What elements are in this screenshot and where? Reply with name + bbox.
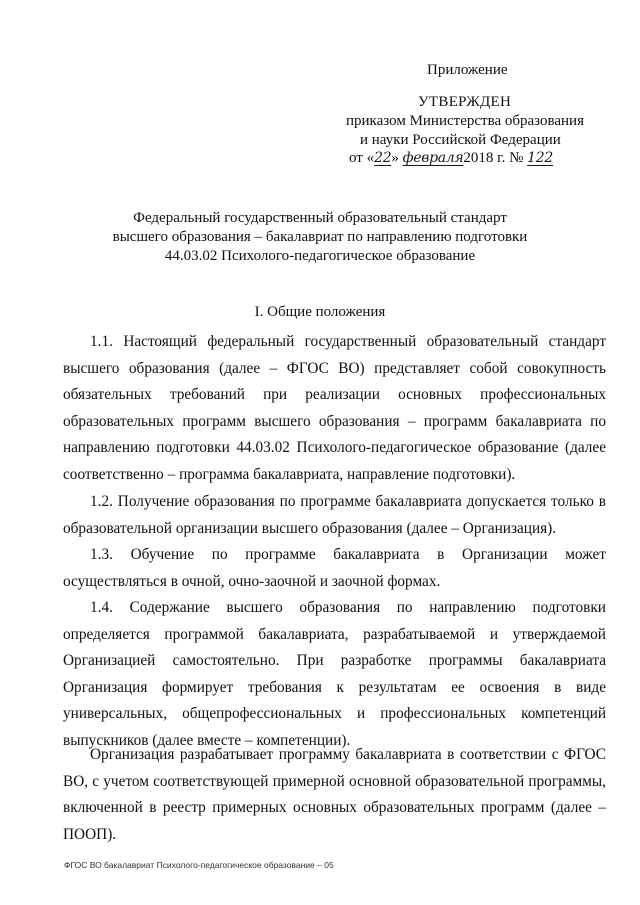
page-footer: ФГОС ВО бакалавриат Психолого-педагогическое образование – 05 (64, 860, 334, 870)
section-heading: I. Общие положения (254, 304, 386, 320)
date-prefix: от « (349, 150, 375, 166)
date-separator: » (391, 150, 399, 166)
handwritten-day: 22 (374, 150, 392, 166)
title-line2: высшего образования – бакалавриат по направлению подготовки (112, 229, 528, 245)
title-line3: 44.03.02 Психолого-педагогическое образование (164, 248, 476, 264)
order-date-line (349, 150, 553, 167)
approved-stamp-text: УТВЕРЖДЕН (418, 94, 512, 110)
paragraph-1-2: 1.2. Получение образования по программе бакалавриата допускается только в образовательной организации высшего образования (далее – Организация). (63, 493, 606, 537)
handwritten-order-number: 122 (527, 150, 553, 166)
appendix-label: Приложение (427, 62, 508, 78)
document-title (0, 209, 640, 266)
paragraph-1-3: 1.3. Обучение по программе бакалавриата в Организации может осуществляться в очной, очно-заочной и заочной формах. (63, 546, 606, 590)
paragraph-1-1: 1.1. Настоящий федеральный государственный образовательный стандарт высшего образования (далее – ФГОС ВО) представляет собой совокупность обязательных требований при реализации основных профессиональных образовательных программ высшего образования – программ бакалавриата по направлению подготовки 44.03.02 Психолого-педагогическое образование (далее соответственно – программа бакалавриата, направление подготовки). (63, 333, 606, 483)
paragraph-1-4: 1.4. Содержание высшего образования по направлению подготовки определяется программой бакалавриата, разрабатываемой и утверждаемой Организацией самостоятельно. При разработке программы бакалавриата Организация формирует требования к результатам ее освоения в виде универсальных, общепрофессиональных и профессиональных компетенций выпускников (далее вместе – компетенции). (63, 599, 606, 749)
order-issuer-line2: и науки Российской Федерации (360, 132, 561, 148)
order-issuer-line1: приказом Министерства образования (346, 113, 584, 129)
title-line1: Федеральный государственный образовательный стандарт (133, 210, 507, 226)
handwritten-month: февраля (402, 150, 464, 166)
date-year: 2018 г. № (463, 150, 524, 166)
paragraph-organization: Организация разрабатывает программу бакалавриата в соответствии с ФГОС ВО, с учетом соответствующей примерной основной образовательной программы, включенной в реестр примерных основных образовательных программ (далее – ПООП). (63, 746, 606, 843)
